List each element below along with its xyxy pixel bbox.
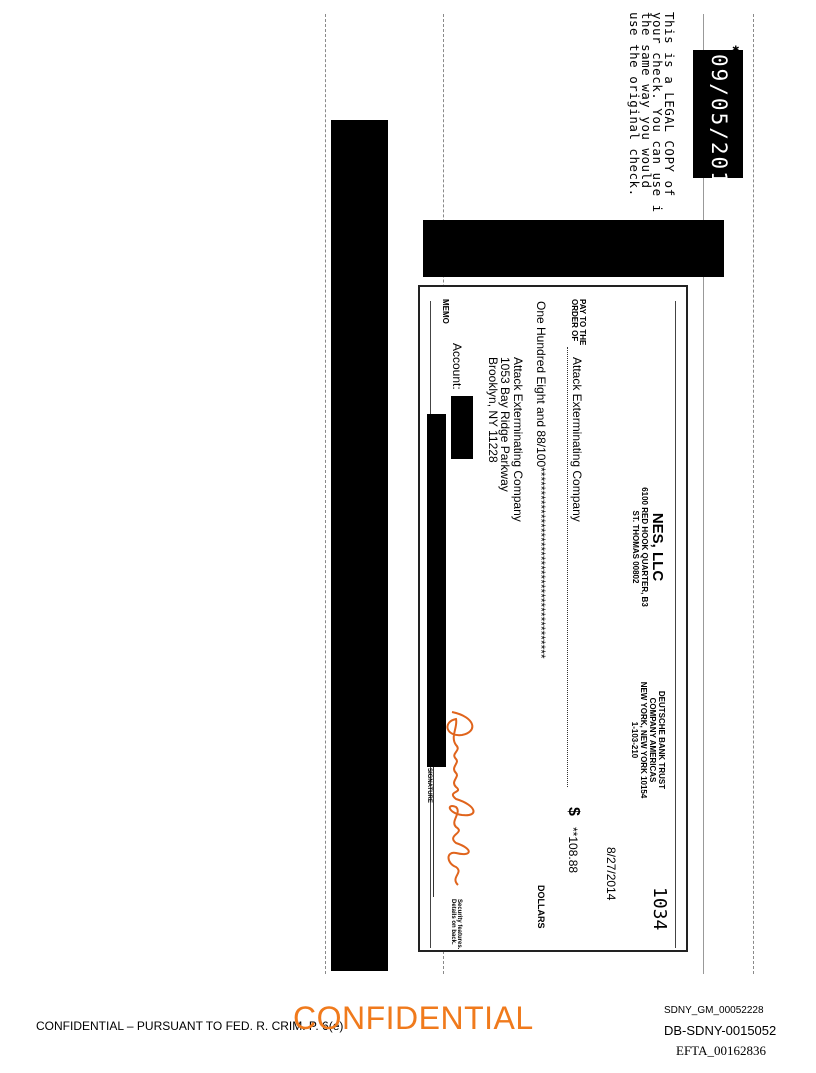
company-address-line: ST. THOMAS 00802 xyxy=(631,510,640,584)
payee-name: Attack Exterminating Company xyxy=(570,357,584,522)
stamp-star-icon: ✱ xyxy=(732,170,740,180)
legal-copy-notice xyxy=(629,12,675,213)
redaction-block xyxy=(427,414,446,767)
bank-block xyxy=(630,665,666,815)
bank-line: NEW YORK, NEW YORK 10154 xyxy=(639,681,648,799)
pay-to-label-line: PAY TO THE xyxy=(578,299,587,346)
legal-copy-line: your check. You can use i xyxy=(650,12,666,213)
payee-address-line: 1053 Bay Ridge Parkway xyxy=(498,357,513,492)
payee-address-line: Attack Exterminating Company xyxy=(511,357,525,522)
redaction-block xyxy=(451,396,473,459)
redaction-block xyxy=(331,120,388,971)
scan-edge-line xyxy=(753,14,754,974)
dollar-sign: $ xyxy=(565,807,582,816)
memo-label: MEMO xyxy=(441,299,450,324)
pay-to-label xyxy=(570,299,586,345)
bank-line: DEUTSCHE BANK TRUST xyxy=(657,690,666,790)
check-number: 1034 xyxy=(649,887,670,931)
check-image xyxy=(418,285,688,952)
bank-line: COMPANY AMERICAS xyxy=(648,697,657,783)
scan-edge-line xyxy=(325,14,326,974)
payee-address-line: Brooklyn, NY 11228 xyxy=(486,357,500,463)
check-date: 8/27/2014 xyxy=(604,847,618,901)
amount-in-words: One Hundred Eight and 88/100***************************************** xyxy=(534,301,548,659)
bank-line: 1-103-210 xyxy=(630,721,639,759)
company-name: NES, LLC xyxy=(649,512,666,582)
payee-address xyxy=(487,357,525,522)
legal-copy-line: the same way you would xyxy=(639,12,654,189)
check-amount: **108.88 xyxy=(566,827,580,874)
redaction-block xyxy=(423,220,724,277)
confidential-watermark: CONFIDENTIAL xyxy=(293,1000,534,1036)
legal-copy-line: This is a LEGAL COPY of xyxy=(662,12,677,197)
confidential-footer: CONFIDENTIAL – PURSUANT TO FED. R. CRIM. P. 6(e) xyxy=(36,1019,344,1033)
stamp-star-icon: ✱ xyxy=(732,44,740,54)
pay-to-label-line: ORDER OF xyxy=(570,299,579,342)
efta-number: EFTA_00162836 xyxy=(676,1043,766,1058)
dollars-label: DOLLARS xyxy=(536,885,546,929)
bates-number: DB-SDNY-0015052 xyxy=(664,1023,777,1038)
account-label: Account: xyxy=(450,343,464,390)
security-note: Security features. Details on back. xyxy=(450,899,462,950)
company-block xyxy=(631,447,666,647)
legal-copy-line: use the original check. xyxy=(627,12,643,197)
date-stamp: 09/05/2014 xyxy=(707,54,731,201)
bates-number: SDNY_GM_00052228 xyxy=(664,1005,764,1016)
payee-line xyxy=(567,347,568,787)
company-address-line: 6100 RED HOOK QUARTER, B3 xyxy=(640,487,649,607)
